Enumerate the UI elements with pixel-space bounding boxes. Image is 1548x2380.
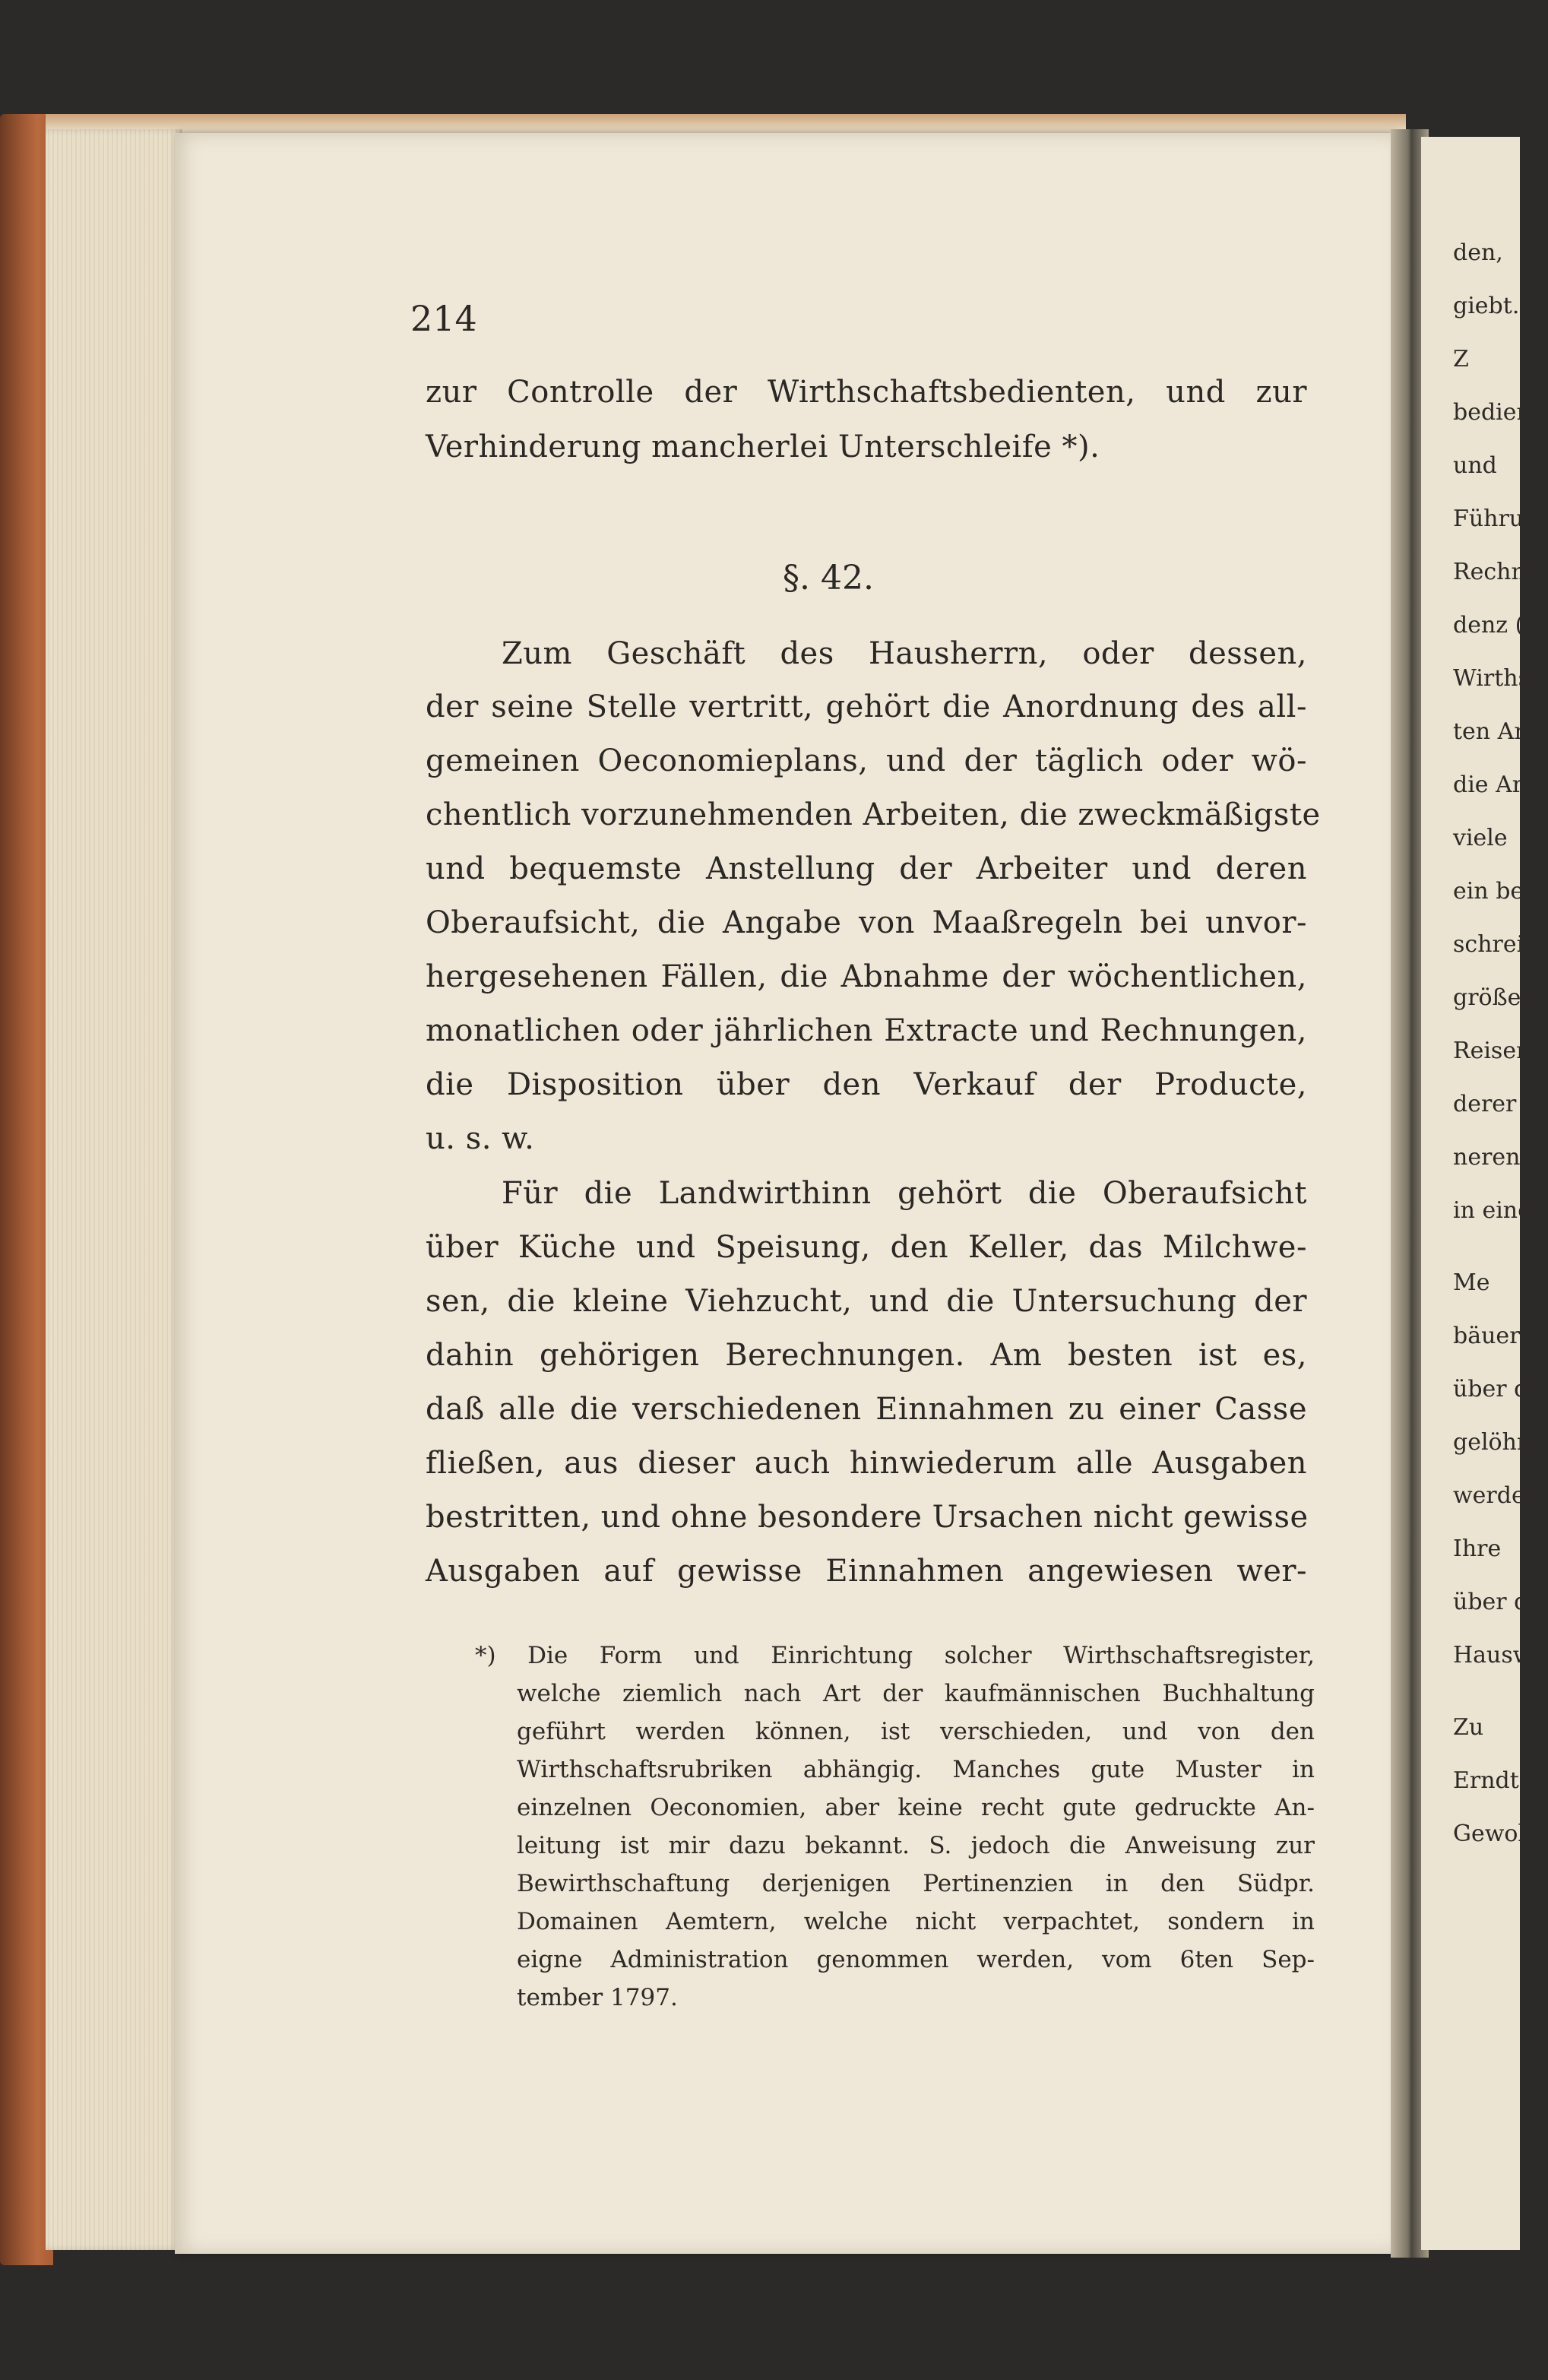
paragraph2-line-4: dahin gehörigen Berechnungen. Am besten ist es, (426, 1338, 1307, 1373)
facing-page-fragment: schreib (1453, 931, 1539, 958)
facing-page-fragment: Me (1453, 1269, 1490, 1296)
facing-page-fragment: Reisen (1453, 1038, 1531, 1064)
facing-page-fragment: Z (1453, 346, 1469, 372)
facing-page-fragment: ein be (1453, 878, 1524, 905)
facing-page-fragment: größer (1453, 984, 1532, 1011)
facing-page-fragment: ten An (1453, 718, 1529, 745)
paragraph2-line-3: sen, die kleine Viehzucht, und die Untersuchung der (426, 1284, 1307, 1319)
footnote-line-9: eigne Administration genommen werden, vom 6ten Sep- (517, 1946, 1315, 1973)
footnote-line-5: einzelnen Oeconomien, aber keine recht gute gedruckte An- (517, 1794, 1315, 1821)
facing-page-fragment: Führu (1453, 505, 1524, 532)
footnote-line-2: welche ziemlich nach Art der kaufmännischen Buchhaltung (517, 1680, 1315, 1707)
footnote-line-10: tember 1797. (517, 1984, 678, 2011)
facing-page-fragment: Ihre (1453, 1535, 1502, 1562)
paragraph1-line-1: Zum Geschäft des Hausherrn, oder dessen, (502, 636, 1307, 671)
paragraph2-line-6: fließen, aus dieser auch hinwiederum alle Ausgaben (426, 1446, 1307, 1481)
facing-page-fragment: Rechnu (1453, 559, 1541, 585)
paragraph1-line-4: chentlich vorzunehmenden Arbeiten, die zweckmäßigste (426, 797, 1321, 832)
footnote-line-1: *) Die Form und Einrichtung solcher Wirthschaftsregister, (475, 1642, 1315, 1669)
intro-line-1: zur Controlle der Wirthschaftsbedienten, und zur (426, 375, 1307, 410)
footnote-line-6: leitung ist mir dazu bekannt. S. jedoch die Anweisung zur (517, 1832, 1315, 1859)
facing-page-fragment: viele (1453, 825, 1508, 851)
paragraph2-line-5: daß alle die verschiedenen Einnahmen zu einer Casse (426, 1392, 1307, 1427)
facing-page-fragment: Wirthsc (1453, 665, 1543, 692)
facing-page-fragment: gelöhne (1453, 1429, 1546, 1456)
facing-page-fragment: Erndte (1453, 1767, 1533, 1794)
footnote-line-3: geführt werden können, ist verschieden, und von den (517, 1718, 1315, 1745)
paragraph2-line-7: bestritten, und ohne besondere Ursachen nicht gewisse (426, 1500, 1309, 1535)
footnote-line-8: Domainen Aemtern, welche nicht verpachtet, sondern in (517, 1908, 1315, 1935)
facing-page-fragment: Hauswi (1453, 1642, 1540, 1669)
paragraph2-line-2: über Küche und Speisung, den Keller, das Milchwe- (426, 1230, 1307, 1265)
facing-page-fragment: werden (1453, 1482, 1540, 1509)
footnote-line-7: Bewirthschaftung derjenigen Pertinenzien in den Südpr. (517, 1870, 1315, 1897)
page-number: 214 (410, 298, 477, 339)
intro-line-2: Verhinderung mancherlei Unterschleife *). (426, 429, 1100, 464)
paragraph1-line-2: der seine Stelle vertritt, gehört die Anordnung des all- (426, 689, 1307, 724)
section-heading: §. 42. (783, 559, 874, 597)
facing-page-fragment: die Ar (1453, 772, 1524, 798)
facing-page-fragment: Zu (1453, 1714, 1484, 1741)
facing-page-fragment: bäuerlic (1453, 1323, 1548, 1349)
facing-page-fragment: bedien (1453, 399, 1531, 426)
paragraph2-line-1: Für die Landwirthinn gehört die Oberaufsicht (502, 1176, 1307, 1211)
facing-page-fragment: über d (1453, 1589, 1529, 1615)
facing-page-fragment: denz ( (1453, 612, 1524, 639)
paragraph2-line-8: Ausgaben auf gewisse Einnahmen angewiesen wer- (426, 1554, 1307, 1589)
facing-page-fragment: derer a (1453, 1091, 1537, 1117)
footnote-line-4: Wirthschaftsrubriken abhängig. Manches gute Muster in (517, 1756, 1315, 1783)
facing-page (1421, 137, 1548, 2250)
paragraph1-line-10: u. s. w. (426, 1121, 535, 1156)
facing-page-fragment: über da (1453, 1376, 1543, 1402)
facing-page-fragment: Gewol (1453, 1821, 1526, 1847)
paragraph1-line-8: monatlichen oder jährlichen Extracte und Rechnungen, (426, 1013, 1307, 1048)
facing-page-fragment: in einer (1453, 1197, 1543, 1224)
paragraph1-line-5: und bequemste Anstellung der Arbeiter und deren (426, 851, 1307, 886)
paragraph1-line-3: gemeinen Oeconomieplans, und der täglich oder wö- (426, 743, 1307, 778)
page-stack-edges (46, 129, 182, 2250)
facing-page-fragment: den, (1453, 239, 1503, 266)
facing-page-fragment: und (1453, 452, 1497, 479)
paragraph1-line-7: hergesehenen Fällen, die Abnahme der wöchentlichen, (426, 959, 1307, 994)
paragraph1-line-9: die Disposition über den Verkauf der Producte, (426, 1067, 1307, 1102)
facing-page-fragment: giebt. (1453, 293, 1520, 319)
facing-page-fragment: neren (1453, 1144, 1521, 1171)
paragraph1-line-6: Oberaufsicht, die Angabe von Maaßregeln bei unvor- (426, 905, 1307, 940)
